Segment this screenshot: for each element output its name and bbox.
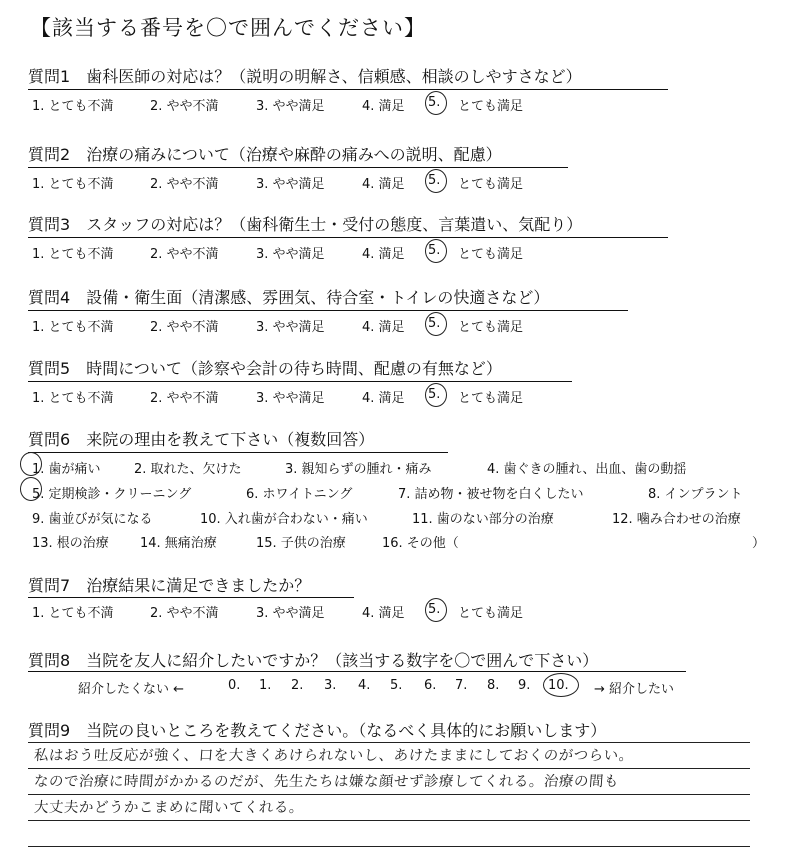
q6-selection-circle-5: [20, 477, 42, 501]
q8-scale-9: 9.: [518, 678, 531, 693]
q7-text: 治療結果に満足できましたか？: [86, 576, 311, 595]
q1-option-2: 2. やや不満: [150, 99, 219, 114]
q3-option-3: 3. やや満足: [256, 247, 325, 262]
q1-label: 質問1: [28, 67, 71, 86]
q1-text: 歯科医師の対応は？（説明の明解さ、信頼感、相談のしやすさなど）: [86, 67, 582, 86]
q6-option: 14. 無痛治療: [140, 536, 217, 551]
form-title: 【該当する番号を〇で囲んでください】: [30, 16, 426, 40]
q2-option-2: 2. やや不満: [150, 177, 219, 192]
q6-label: 質問6: [28, 430, 71, 449]
q6-option: ）: [752, 536, 766, 551]
q6-option: 12. 噛み合わせの治療: [612, 512, 741, 527]
q6-option: 1. 歯が痛い: [32, 462, 101, 477]
q6-option: 15. 子供の治療: [256, 536, 346, 551]
q8-scale-4: 4.: [358, 678, 371, 693]
q6-option: 9. 歯並びが気になる: [32, 512, 153, 527]
q8-scale-10: 10.: [548, 678, 569, 693]
q8-underline: [28, 671, 686, 672]
q9-heading: [28, 718, 606, 741]
q3-heading: [28, 212, 582, 235]
q1-option-3: 3. やや満足: [256, 99, 325, 114]
q3-option-6: とても満足: [458, 247, 524, 262]
q3-option-4: 4. 満足: [362, 247, 405, 262]
q4-option-1: 1. とても不満: [32, 320, 114, 335]
q3-option-5: 5.: [428, 243, 441, 258]
q6-option: 7. 詰め物・被せ物を白くしたい: [398, 487, 584, 502]
q1-selection-circle: [425, 91, 447, 115]
q2-option-5: 5.: [428, 173, 441, 188]
q6-text: 来院の理由を教えて下さい（複数回答）: [86, 430, 375, 449]
q7-selection-circle: [425, 598, 447, 622]
q6-option: 4. 歯ぐきの腫れ、出血、歯の動揺: [487, 462, 687, 477]
answer-line: [28, 742, 750, 743]
q6-option: 11. 歯のない部分の治療: [412, 512, 554, 527]
answer-text-line-1: 私はおう吐反応が強く、口を大きくあけられないし、あけたままにしておくのがつらい。: [33, 748, 635, 764]
q7-label: 質問7: [28, 576, 71, 595]
q6-option: 16. その他（: [382, 536, 459, 551]
q2-heading: [28, 142, 502, 165]
q8-label: 質問8: [28, 651, 71, 670]
q3-underline: [28, 237, 668, 238]
q9-label: 質問9: [28, 721, 71, 740]
q5-option-5: 5.: [428, 387, 441, 402]
answer-line: [28, 768, 750, 769]
q1-option-1: 1. とても不満: [32, 99, 114, 114]
q7-option-1: 1. とても不満: [32, 606, 114, 621]
q7-heading: [28, 573, 310, 596]
answer-text-line-2: なので治療に時間がかかるのだが、先生たちは嫌な顔せず診療してくれる。治療の間も: [33, 774, 620, 790]
q7-underline: [28, 597, 354, 598]
q6-underline: [28, 452, 448, 453]
answer-line: [28, 846, 750, 847]
q4-option-2: 2. やや不満: [150, 320, 219, 335]
q1-option-5: 5.: [428, 95, 441, 110]
q8-scale-5: 5.: [390, 678, 403, 693]
answer-line: [28, 794, 750, 795]
q8-scale-1: 1.: [259, 678, 272, 693]
q6-option: 10. 入れ歯が合わない・痛い: [200, 512, 368, 527]
q5-underline: [28, 381, 572, 382]
q2-option-1: 1. とても不満: [32, 177, 114, 192]
q6-option: 8. インプラント: [648, 487, 743, 502]
q2-selection-circle: [425, 169, 447, 193]
q6-option: 6. ホワイトニング: [246, 487, 353, 502]
q5-label: 質問5: [28, 359, 71, 378]
q4-option-4: 4. 満足: [362, 320, 405, 335]
q8-scale-8: 8.: [487, 678, 500, 693]
q5-option-3: 3. やや満足: [256, 391, 325, 406]
q8-selection-circle: [543, 673, 579, 697]
q3-label: 質問3: [28, 215, 71, 234]
q8-heading: [28, 648, 598, 671]
q4-selection-circle: [425, 312, 447, 336]
q3-selection-circle: [425, 239, 447, 263]
q6-option: 13. 根の治療: [32, 536, 109, 551]
q4-text: 設備・衛生面（清潔感、雰囲気、待合室・トイレの快適さなど）: [86, 288, 550, 307]
q1-heading: [28, 64, 582, 87]
q5-option-2: 2. やや不満: [150, 391, 219, 406]
q8-scale-7: 7.: [455, 678, 468, 693]
q4-heading: [28, 285, 549, 308]
q7-option-6: とても満足: [458, 606, 524, 621]
q8-scale-6: 6.: [424, 678, 437, 693]
q6-option: 2. 取れた、欠けた: [134, 462, 242, 477]
q7-option-5: 5.: [428, 602, 441, 617]
q6-selection-circle-1: [20, 452, 42, 476]
q4-option-5: 5.: [428, 316, 441, 331]
q6-option: 3. 親知らずの腫れ・痛み: [285, 462, 432, 477]
q4-option-3: 3. やや満足: [256, 320, 325, 335]
q8-left-label: 紹介したくない ←: [78, 682, 185, 697]
q5-option-6: とても満足: [458, 391, 524, 406]
q2-label: 質問2: [28, 145, 71, 164]
q3-text: スタッフの対応は？（歯科衛生士・受付の態度、言葉遣い、気配り）: [86, 215, 583, 234]
q5-text: 時間について（診察や会計の待ち時間、配慮の有無など）: [86, 359, 502, 378]
q5-selection-circle: [425, 383, 447, 407]
q8-scale-3: 3.: [324, 678, 337, 693]
q7-option-4: 4. 満足: [362, 606, 405, 621]
q5-option-1: 1. とても不満: [32, 391, 114, 406]
q8-scale-2: 2.: [291, 678, 304, 693]
q4-label: 質問4: [28, 288, 71, 307]
q9-text: 当院の良いところを教えてください。（なるべく具体的にお願いします）: [86, 721, 607, 740]
q6-heading: [28, 427, 374, 450]
q1-option-6: とても満足: [458, 99, 524, 114]
q1-option-4: 4. 満足: [362, 99, 405, 114]
q4-underline: [28, 310, 628, 311]
q8-text: 当院を友人に紹介したいですか？（該当する数字を〇で囲んで下さい）: [86, 651, 599, 670]
q2-option-6: とても満足: [458, 177, 524, 192]
q7-option-3: 3. やや満足: [256, 606, 325, 621]
q5-heading: [28, 356, 502, 379]
q3-option-1: 1. とても不満: [32, 247, 114, 262]
q6-option: 5. 定期検診・クリーニング: [32, 487, 192, 502]
q3-option-2: 2. やや不満: [150, 247, 219, 262]
q2-text: 治療の痛みについて（治療や麻酔の痛みへの説明、配慮）: [86, 145, 502, 164]
q2-underline: [28, 167, 568, 168]
q8-right-label: → 紹介したい: [594, 682, 675, 697]
q4-option-6: とても満足: [458, 320, 524, 335]
q2-option-3: 3. やや満足: [256, 177, 325, 192]
q1-underline: [28, 89, 668, 90]
answer-line: [28, 820, 750, 821]
q5-option-4: 4. 満足: [362, 391, 405, 406]
answer-text-line-3: 大丈夫かどうかこまめに聞いてくれる。: [33, 800, 305, 816]
q7-option-2: 2. やや不満: [150, 606, 219, 621]
q2-option-4: 4. 満足: [362, 177, 405, 192]
q8-scale-0: 0.: [228, 678, 241, 693]
